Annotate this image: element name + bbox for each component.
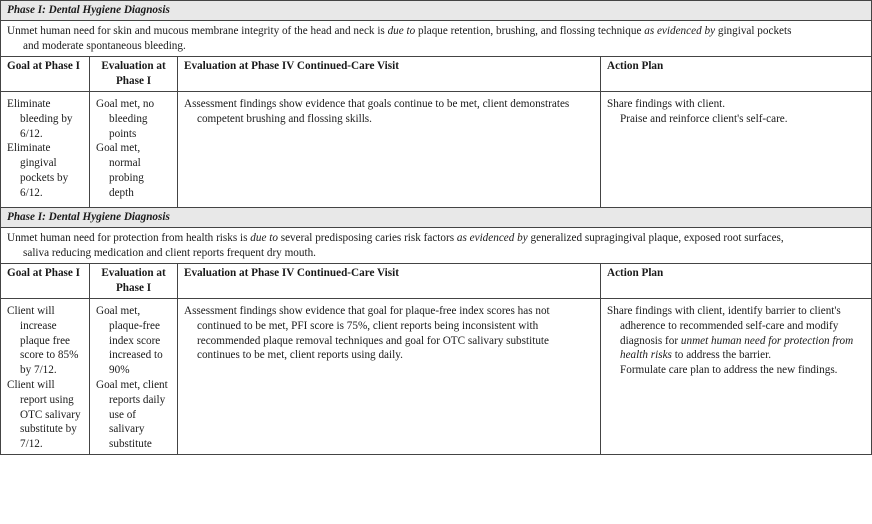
header-action-plan: Action Plan <box>601 57 872 92</box>
diagnosis-text-continued: saliva reducing medication and client reports frequent dry mouth. <box>23 246 316 259</box>
diagnosis-text: gingival pockets <box>715 24 792 37</box>
eval4-text: Assessment findings show evidence that goals continue to be met, client demonstrates competent brushing and flossing skills. <box>184 97 570 125</box>
diagnosis-statement <box>1 227 872 264</box>
eval1-item: Goal met, plaque-free index score increased to 90% <box>96 304 163 377</box>
goal-item: Eliminate bleeding by 6/12. <box>7 97 73 140</box>
goal-item: Client will report using OTC salivary substitute by 7/12. <box>7 378 81 451</box>
eval1-item: Goal met, no bleeding points <box>96 97 155 140</box>
eval1-item: Goal met, normal probing depth <box>96 142 144 199</box>
eval4-cell <box>178 298 601 454</box>
plan-item: Formulate care plan to address the new findings. <box>620 364 838 377</box>
diagnosis-text: generalized supragingival plaque, exposed root surfaces, <box>527 231 784 244</box>
header-eval-phase1: Evaluation at Phase I <box>90 264 178 299</box>
eval4-cell <box>178 91 601 207</box>
header-eval-phase1: Evaluation at Phase I <box>90 57 178 92</box>
diagnosis-evidenced-by: as evidenced by <box>456 231 528 244</box>
goal-cell <box>1 298 90 454</box>
action-plan-cell <box>601 298 872 454</box>
section-title: Phase I: Dental Hygiene Diagnosis <box>1 207 872 227</box>
eval4-text: Assessment findings show evidence that goal for plaque-free index scores has not continued to be met, PFI score is 75%, client reports being inconsistent with recommended plaque removal techniques and goal for OTC salivary substitute continues to be met, client reports using daily. <box>184 304 550 362</box>
header-eval-phase4: Evaluation at Phase IV Continued-Care Visit <box>178 264 601 299</box>
goal-cell <box>1 91 90 207</box>
plan-item: Praise and reinforce client's self-care. <box>620 112 788 125</box>
diagnosis-evidenced-by: as evidenced by <box>644 24 716 37</box>
goal-item: Client will increase plaque free score to 85% by 7/12. <box>7 304 79 377</box>
action-plan-cell <box>601 91 872 207</box>
plan-item: Share findings with client. <box>607 97 726 110</box>
diagnosis-text: Unmet human need for protection from health risks is <box>7 231 251 244</box>
section-title: Phase I: Dental Hygiene Diagnosis <box>1 1 872 21</box>
eval1-cell <box>90 298 178 454</box>
diagnosis-text-continued: and moderate spontaneous bleeding. <box>23 39 186 52</box>
diagnosis-statement <box>1 20 872 57</box>
eval1-cell <box>90 91 178 207</box>
plan-text-italic: unmet human need for protection from health risks <box>620 334 854 362</box>
diagnosis-due-to: due to <box>250 231 278 244</box>
header-goal: Goal at Phase I <box>1 264 90 299</box>
diagnosis-text: several predisposing caries risk factors <box>277 231 457 244</box>
plan-text: Share findings with client, identify barrier to client's adherence to recommended self-care and modify diagnosis for <box>607 304 841 347</box>
diagnosis-text: plaque retention, brushing, and flossing technique <box>415 24 645 37</box>
diagnosis-due-to: due to <box>387 24 416 37</box>
plan-text: to address the barrier. <box>671 349 772 362</box>
eval1-item: Goal met, client reports daily use of salivary substitute <box>96 378 168 451</box>
header-action-plan: Action Plan <box>601 264 872 299</box>
header-eval-phase4: Evaluation at Phase IV Continued-Care Visit <box>178 57 601 92</box>
goal-item: Eliminate gingival pockets by 6/12. <box>7 142 69 199</box>
plan-item <box>607 304 865 363</box>
diagnosis-text: Unmet human need for skin and mucous membrane integrity of the head and neck is <box>7 24 388 37</box>
header-goal: Goal at Phase I <box>1 57 90 92</box>
